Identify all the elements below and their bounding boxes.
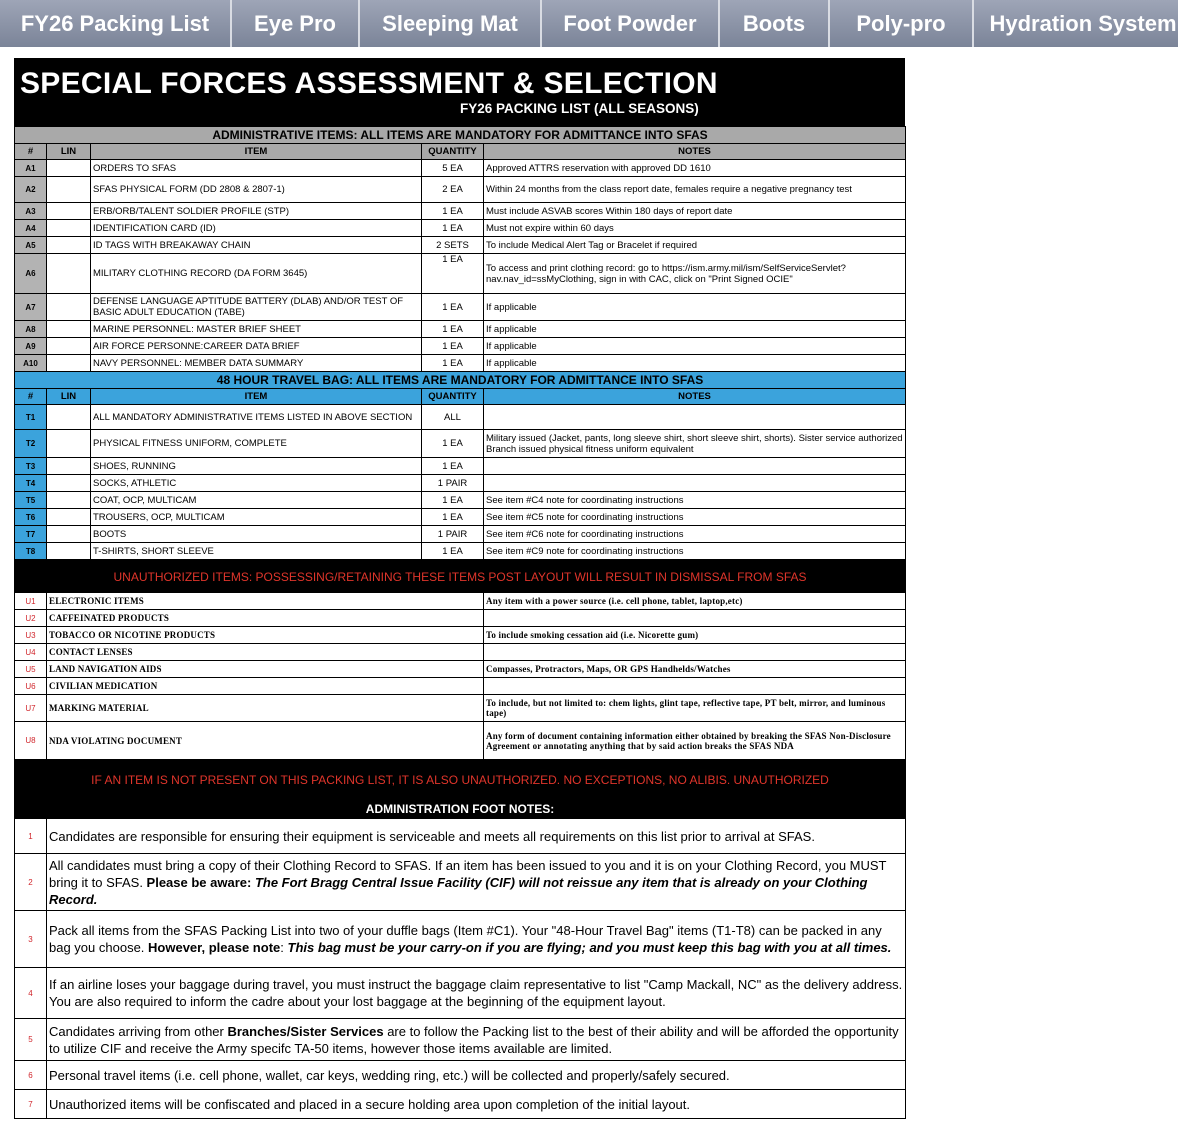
row-qty: 1 EA [422,338,484,355]
row-qty: 1 EA [422,492,484,509]
tab-fy26-packing-list[interactable]: FY26 Packing List [0,0,232,47]
table-row [15,492,906,509]
row-notes: Must not expire within 60 days [484,220,906,237]
tab-poly-pro[interactable]: Poly-pro [830,0,974,47]
table-row [15,543,906,560]
row-item: SFAS PHYSICAL FORM (DD 2808 & 2807-1) [91,177,422,203]
table-row [15,526,906,543]
row-qty: 1 PAIR [422,526,484,543]
row-item: COAT, OCP, MULTICAM [91,492,422,509]
footnote-text: Unauthorized items will be confiscated and placed in a secure holding area upon completion of the initial layout. [47,1090,906,1119]
page-subtitle: FY26 PACKING LIST (ALL SEASONS) [460,101,699,116]
row-qty: 5 EA [422,160,484,177]
row-id: U6 [15,678,47,695]
footnotes-header: ADMINISTRATION FOOT NOTES: [15,800,906,818]
row-item: IDENTIFICATION CARD (ID) [91,220,422,237]
row-id: U8 [15,722,47,760]
footnote-text: Personal travel items (i.e. cell phone, wallet, car keys, wedding ring, etc.) will be collected and properly/safely secured. [47,1061,906,1090]
table-row [15,644,906,661]
table-row [15,254,906,294]
row-notes: If applicable [484,338,906,355]
row-id: A2 [15,177,47,203]
row-notes: To include smoking cessation aid (i.e. Nicorette gum) [484,627,906,644]
col-lin: LIN [47,144,91,160]
tab-boots[interactable]: Boots [720,0,830,47]
table-row [15,475,906,492]
table-row [15,509,906,526]
footnote-row [15,1090,906,1119]
row-notes: See item #C4 note for coordinating instructions [484,492,906,509]
travel-section-header: 48 HOUR TRAVEL BAG: ALL ITEMS ARE MANDATORY FOR ADMITTANCE INTO SFAS [15,372,906,389]
table-row [15,661,906,678]
row-item: ERB/ORB/TALENT SOLDIER PROFILE (STP) [91,203,422,220]
col-item: ITEM [91,389,422,405]
row-notes: To include, but not limited to: chem lights, glint tape, reflective tape, PT belt, mirror, and luminous tape) [484,695,906,722]
row-notes [484,405,906,430]
row-notes: To include Medical Alert Tag or Bracelet if required [484,237,906,254]
row-notes: If applicable [484,355,906,372]
row-id: U1 [15,593,47,610]
footnote-row [15,854,906,911]
row-id: A9 [15,338,47,355]
row-notes [484,678,906,695]
row-id: A8 [15,321,47,338]
footnote-text: All candidates must bring a copy of their Clothing Record to SFAS. If an item has been issued to you and it is on your Clothing Record, you MUST bring it to SFAS. Please be aware: The Fort Bragg Central Issue Facility (CIF) will not reissue any item that is already on your Clothing Record. [47,854,906,911]
row-notes: See item #C5 note for coordinating instructions [484,509,906,526]
col-qty: QUANTITY [422,144,484,160]
row-item: LAND NAVIGATION AIDS [47,661,484,678]
row-qty: 1 EA [422,355,484,372]
tab-foot-powder[interactable]: Foot Powder [542,0,720,47]
row-id: T7 [15,526,47,543]
row-id: T1 [15,405,47,430]
row-qty: 2 EA [422,177,484,203]
row-id: T6 [15,509,47,526]
table-row [15,678,906,695]
row-item: SOCKS, ATHLETIC [91,475,422,492]
footnote-text: Pack all items from the SFAS Packing List into two of your duffle bags (Item #C1). Your "48-Hour Travel Bag" items (T1-T8) can be packed in any bag you choose. However, please note: This bag must be your carry-on if you are flying; and you must keep this bag with you at all times. [47,911,906,968]
row-item: CONTACT LENSES [47,644,484,661]
row-item: SHOES, RUNNING [91,458,422,475]
row-notes: Any item with a power source (i.e. cell phone, tablet, laptop,etc) [484,593,906,610]
tab-eye-pro[interactable]: Eye Pro [232,0,360,47]
row-item: MARKING MATERIAL [47,695,484,722]
row-qty: 1 PAIR [422,475,484,492]
footnote-text: Candidates are responsible for ensuring their equipment is serviceable and meets all requirements on this list prior to arrival at SFAS. [47,819,906,854]
footnote-row [15,1019,906,1061]
table-row [15,237,906,254]
title-banner [14,58,905,126]
row-item: TOBACCO OR NICOTINE PRODUCTS [47,627,484,644]
unauthorized-section-header: UNAUTHORIZED ITEMS: POSSESSING/RETAINING THESE ITEMS POST LAYOUT WILL RESULT IN DISMISSAL FROM SFAS [15,561,906,593]
tab-hydration-system[interactable]: Hydration System [974,0,1178,47]
row-item: CAFFEINATED PRODUCTS [47,610,484,627]
row-qty: 1 EA [422,430,484,458]
row-item: NDA VIOLATING DOCUMENT [47,722,484,760]
row-qty: ALL [422,405,484,430]
row-qty: 1 EA [422,321,484,338]
row-item: NAVY PERSONNEL: MEMBER DATA SUMMARY [91,355,422,372]
row-id: T4 [15,475,47,492]
row-notes: If applicable [484,294,906,321]
tab-sleeping-mat[interactable]: Sleeping Mat [360,0,542,47]
row-id: U3 [15,627,47,644]
row-notes [484,644,906,661]
row-id: T8 [15,543,47,560]
footnote-number: 7 [15,1090,47,1119]
table-row [15,177,906,203]
row-id: T2 [15,430,47,458]
row-item: PHYSICAL FITNESS UNIFORM, COMPLETE [91,430,422,458]
col-num: # [15,389,47,405]
table-row [15,430,906,458]
footnote-number: 3 [15,911,47,968]
tab-bar [0,0,1178,48]
row-item: T-SHIRTS, SHORT SLEEVE [91,543,422,560]
table-row [15,610,906,627]
row-notes: Compasses, Protractors, Maps, OR GPS Handhelds/Watches [484,661,906,678]
table-row [15,321,906,338]
row-qty: 1 EA [422,543,484,560]
row-id: A5 [15,237,47,254]
footnote-number: 2 [15,854,47,911]
table-row [15,405,906,430]
table-row [15,593,906,610]
footnotes-table [14,818,906,1119]
footnote-number: 4 [15,968,47,1019]
row-qty: 1 EA [422,220,484,237]
col-notes: NOTES [484,389,906,405]
row-id: A7 [15,294,47,321]
table-row [15,722,906,760]
footnote-row [15,1061,906,1090]
footnote-row [15,911,906,968]
table-row [15,355,906,372]
table-row [15,338,906,355]
row-id: A4 [15,220,47,237]
page-title: SPECIAL FORCES ASSESSMENT & SELECTION [20,67,718,100]
row-notes [484,475,906,492]
row-item: AIR FORCE PERSONNE:CAREER DATA BRIEF [91,338,422,355]
row-id: T5 [15,492,47,509]
footnote-text: Candidates arriving from other Branches/Sister Services are to follow the Packing list to the best of their ability and will be afforded the opportunity to utilize CIF and receive the Army specifc TA-50 items, however those items available are limited. [47,1019,906,1061]
table-row [15,220,906,237]
row-notes: See item #C6 note for coordinating instructions [484,526,906,543]
col-notes: NOTES [484,144,906,160]
footnote-row [15,968,906,1019]
row-item: ID TAGS WITH BREAKAWAY CHAIN [91,237,422,254]
row-notes: Military issued (Jacket, pants, long sleeve shirt, short sleeve shirt, shorts). Sister service authorized Branch issued physical fitness uniform equivalent [484,430,906,458]
footnote-row [15,819,906,854]
row-notes: To access and print clothing record: go to https://ism.army.mil/ism/SelfServiceServlet?nav.nav_id=ssMyClothing, sign in with CAC, click on "Print Signed OCIE" [484,254,906,294]
row-notes: See item #C9 note for coordinating instructions [484,543,906,560]
table-row [15,695,906,722]
footnote-number: 1 [15,819,47,854]
row-item: BOOTS [91,526,422,543]
col-lin: LIN [47,389,91,405]
row-qty: 1 EA [422,458,484,475]
row-id: U5 [15,661,47,678]
footnote-number: 6 [15,1061,47,1090]
row-item: MARINE PERSONNEL: MASTER BRIEF SHEET [91,321,422,338]
row-id: U7 [15,695,47,722]
row-notes: If applicable [484,321,906,338]
row-qty: 1 EA [422,254,484,294]
row-item: ELECTRONIC ITEMS [47,593,484,610]
admin-items-table [14,126,906,560]
row-notes [484,610,906,627]
col-item: ITEM [91,144,422,160]
row-qty: 1 EA [422,294,484,321]
col-qty: QUANTITY [422,389,484,405]
row-id: A3 [15,203,47,220]
row-notes [484,458,906,475]
table-row [15,458,906,475]
table-row [15,160,906,177]
packing-list-document [14,58,905,1119]
row-qty: 2 SETS [422,237,484,254]
admin-section-header: ADMINISTRATIVE ITEMS: ALL ITEMS ARE MANDATORY FOR ADMITTANCE INTO SFAS [15,127,906,144]
row-id: A1 [15,160,47,177]
row-id: A6 [15,254,47,294]
row-qty: 1 EA [422,203,484,220]
table-row [15,627,906,644]
col-num: # [15,144,47,160]
table-row [15,203,906,220]
row-item: DEFENSE LANGUAGE APTITUDE BATTERY (DLAB) AND/OR TEST OF BASIC ADULT EDUCATION (TABE) [91,294,422,321]
footnote-number: 5 [15,1019,47,1061]
row-item: CIVILIAN MEDICATION [47,678,484,695]
row-notes: Within 24 months from the class report date, females require a negative pregnancy test [484,177,906,203]
row-qty: 1 EA [422,509,484,526]
row-id: U4 [15,644,47,661]
row-notes: Approved ATTRS reservation with approved DD 1610 [484,160,906,177]
row-item: TROUSERS, OCP, MULTICAM [91,509,422,526]
row-notes: Any form of document containing information either obtained by breaking the SFAS Non-Disclosure Agreement or annotating anything that by said action breaks the SFAS NDA [484,722,906,760]
footnote-text: If an airline loses your baggage during travel, you must instruct the baggage claim representative to list "Camp Mackall, NC" as the delivery address. You are also required to inform the cadre about your lost baggage at the beginning of the equipment layout. [47,968,906,1019]
unauthorized-warning: IF AN ITEM IS NOT PRESENT ON THIS PACKING LIST, IT IS ALSO UNAUTHORIZED. NO EXCEPTIONS, NO ALIBIS. UNAUTHORIZED [15,760,906,800]
row-item: ALL MANDATORY ADMINISTRATIVE ITEMS LISTED IN ABOVE SECTION [91,405,422,430]
row-notes: Must include ASVAB scores Within 180 days of report date [484,203,906,220]
row-item: MILITARY CLOTHING RECORD (DA FORM 3645) [91,254,422,294]
row-item: ORDERS TO SFAS [91,160,422,177]
row-id: A10 [15,355,47,372]
unauthorized-items-table [14,560,906,818]
row-id: U2 [15,610,47,627]
table-row [15,294,906,321]
row-id: T3 [15,458,47,475]
